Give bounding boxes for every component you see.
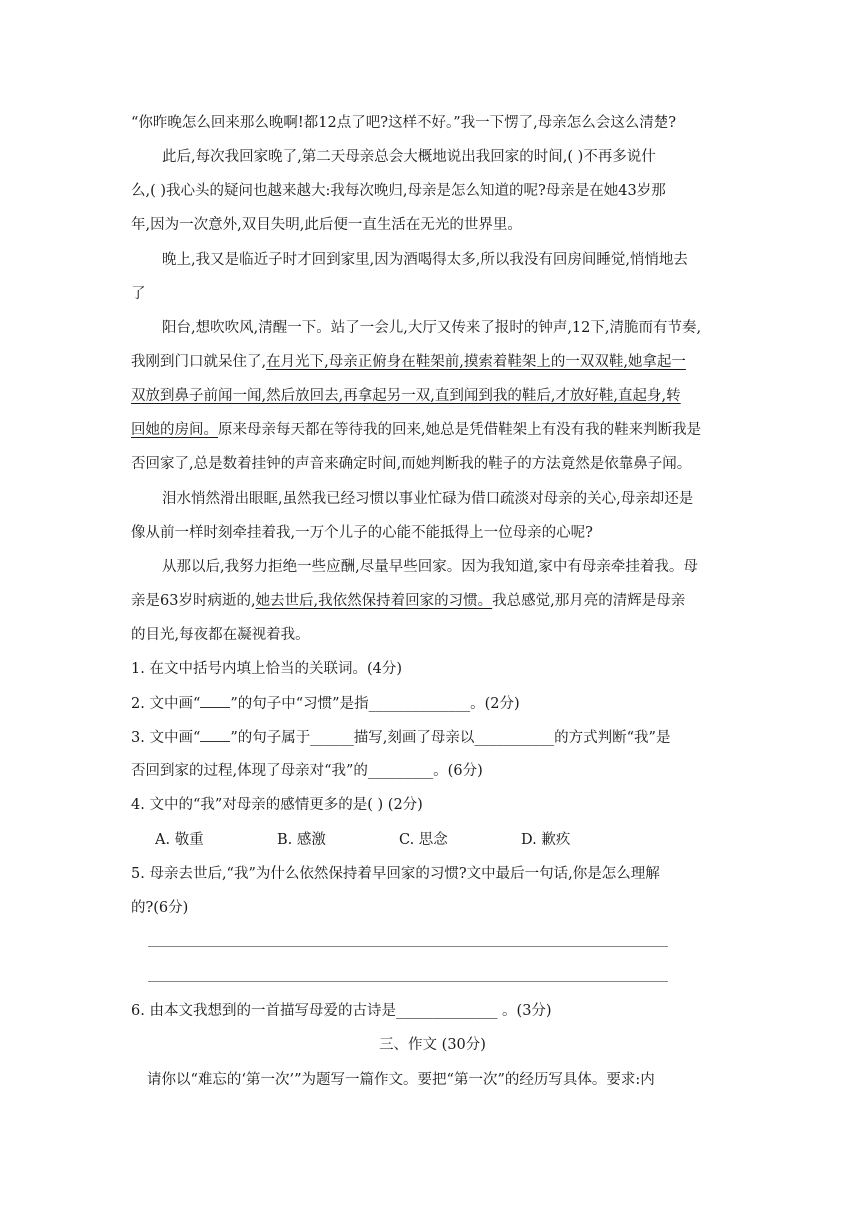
passage-line: 了 [131,286,146,302]
passage-text: 亲是63岁时病逝的, [131,593,256,609]
option-d: D. 歉疚 [521,832,571,848]
option-b: B. 感激 [277,832,326,848]
passage-line: “你昨晚怎么回来那么晚啊!都12点了吧?这样不好。”我一下愣了,母亲怎么会这么清楚? [131,115,677,131]
underline-mark [200,693,230,708]
passage-line: 阳台,想吹吹风,清醒一下。站了一会儿,大厅又传来了报时的钟声,12下,清脆而有节奏, [162,320,702,336]
underlined-sentence: 在月光下,母亲正俯身在鞋架前,摸索着鞋架上的一双双鞋,她拿起一 [266,354,686,370]
answer-line [148,946,668,947]
passage-line [131,591,685,611]
question-2: 2. 文中画“ ”的句子中“习惯”是指______________。(2分) [131,693,520,714]
passage-text: 我刚到门口就呆住了, [131,354,267,370]
passage-line: 泪水悄然滑出眼眶,虽然我已经习惯以事业忙碌为借口疏淡对母亲的关心,母亲却还是 [162,491,694,507]
question-4-options [155,830,643,850]
passage-line: 像从前一样时刻牵挂着我,一万个儿子的心能不能抵得上一位母亲的心呢? [131,525,593,541]
underlined-sentence: 回她的房间。 [131,422,218,438]
question-1: 1. 在文中括号内填上恰当的关联词。(4分) [131,661,402,677]
passage-line: 此后,每次我回家晚了,第二天母亲总会大概地说出我回家的时间,( )不再多说什 [162,149,656,165]
passage-line [131,352,686,372]
underlined-sentence: 她去世后,我依然保持着回家的习惯。 [255,593,493,609]
option-c: C. 思念 [399,832,448,848]
passage-line: 否回家了,总是数着挂钟的声音来确定时间,而她判断我的鞋子的方法竟然是依靠鼻子闻。 [131,456,692,472]
passage-line: 的目光,每夜都在凝视着我。 [131,627,310,643]
composition-prompt: 请你以“难忘的‘第一次’”为题写一篇作文。要把“第一次”的经历写具体。要求:内 [147,1072,655,1088]
question-6: 6. 由本文我想到的一首描写母爱的古诗是______________ 。(3分) [131,1003,552,1019]
underlined-sentence: 双放到鼻子前闻一闻,然后放回去,再拿起另一双,直到闻到我的鞋后,才放好鞋,直起身,转 [131,388,681,404]
question-4: 4. 文中的“我”对母亲的感情更多的是( ) (2分) [131,797,423,813]
passage-line [131,420,701,440]
passage-line: 晚上,我又是临近子时才回到家里,因为酒喝得太多,所以我没有回房间睡觉,悄悄地去 [162,252,688,268]
underline-mark [200,727,230,742]
question-3-cont: 否回到家的过程,体现了母亲对“我”的_________。(6分) [131,763,483,779]
question-5-cont: 的?(6分) [131,900,189,916]
option-a: A. 敬重 [155,832,204,848]
passage-text: 我总感觉,那月亮的清辉是母亲 [492,593,686,609]
section-heading: 三、作文 (30分) [379,1037,486,1053]
question-5: 5. 母亲去世后,“我”为什么依然保持着早回家的习惯?文中最后一句话,你是怎么理解 [131,866,660,882]
question-3: 3. 文中画“ ”的句子属于______描写,刻画了母亲以___________的方式判断“我”是 [131,727,670,748]
answer-line [148,981,668,982]
passage-line: 年,因为一次意外,双目失明,此后便一直生活在无光的世界里。 [131,217,522,233]
passage-line: 么,( )我心头的疑问也越来越大:我每次晚归,母亲是怎么知道的呢?母亲是在她43岁那 [131,183,666,199]
passage-text: 原来母亲每天都在等待我的回来,她总是凭借鞋架上有没有我的鞋来判断我是 [218,422,702,438]
passage-line: 从那以后,我努力拒绝一些应酬,尽量早些回家。因为我知道,家中有母亲牵挂着我。母 [162,559,698,575]
